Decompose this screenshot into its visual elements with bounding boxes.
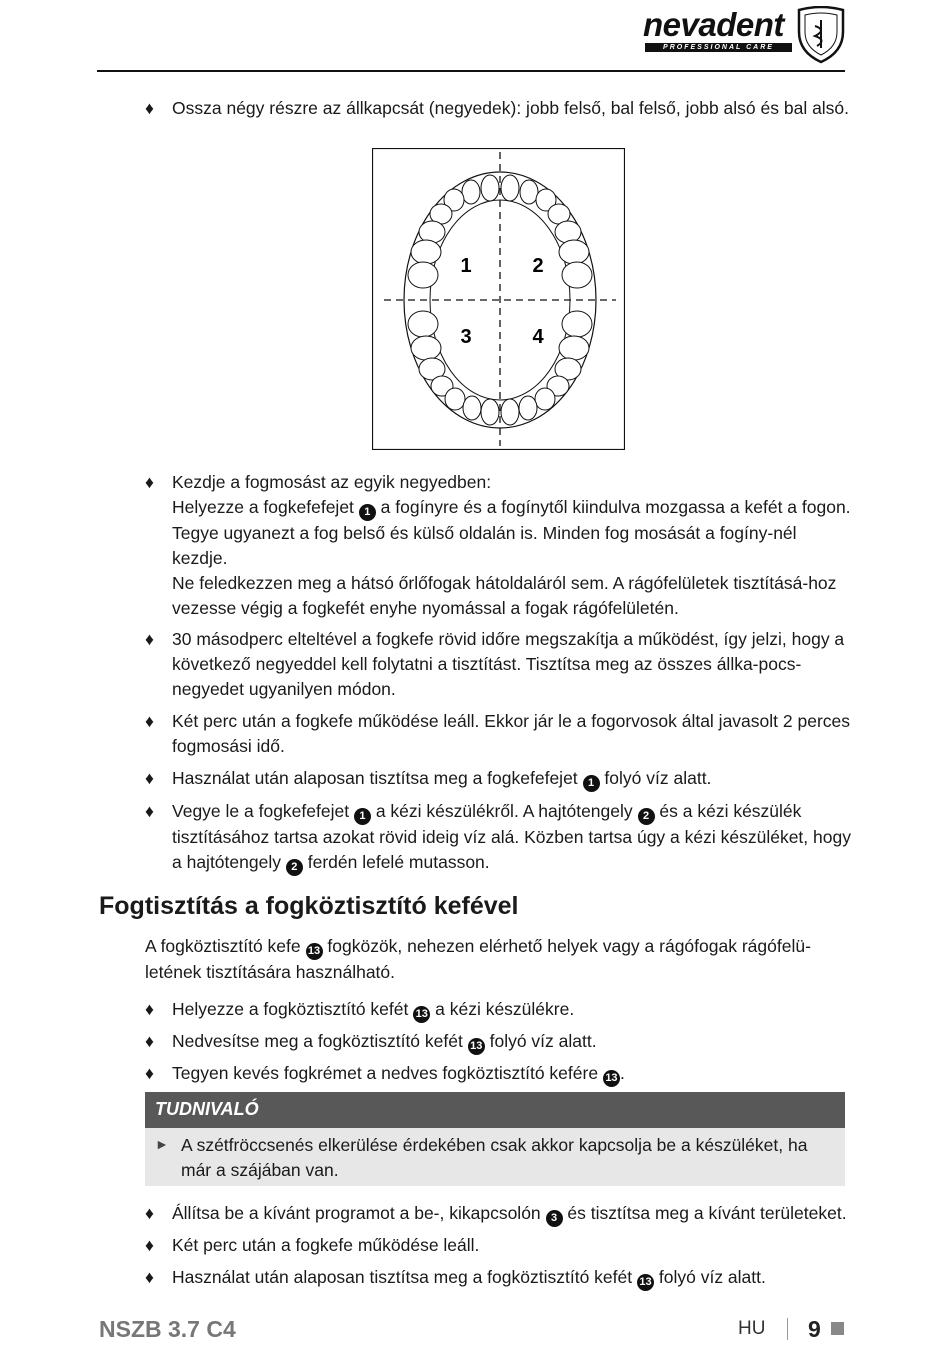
text-span: Helyezze a fogköztisztító kefét	[172, 999, 409, 1019]
list-item	[145, 627, 855, 702]
footer-language: HU	[738, 1318, 766, 1339]
text-line: Kezdje a fogmosást az egyik negyedben:	[172, 472, 492, 492]
text-span: fogközök, nehezen elérhető helyek vagy a rágófogak rágófelü-letének tisztítására használható.	[145, 936, 811, 982]
list-item	[145, 1233, 855, 1258]
text-span: A fogköztisztító kefe	[145, 936, 301, 956]
text-span: a kézi készülékre.	[435, 999, 575, 1019]
list-item-text	[172, 1265, 855, 1291]
shield-logo-icon	[795, 6, 847, 64]
text-span: Állítsa be a kívánt programot a be-, kikapcsolón	[172, 1203, 541, 1223]
text-span: .	[619, 1063, 625, 1083]
list-item	[145, 470, 855, 621]
brand-name: nevadent	[643, 6, 784, 43]
note-title: TUDNIVALÓ	[155, 1099, 259, 1119]
footer-model: NSZB 3.7 C4	[99, 1316, 236, 1342]
text-span: Vegye le a fogkefefejet	[172, 801, 350, 821]
callout-number-icon: 13	[413, 1006, 430, 1023]
footer-separator	[787, 1318, 788, 1340]
text-span: Használat után alaposan tisztítsa meg a fogkefefejet	[172, 768, 578, 788]
text-span: és a kézi készülék tisztításához tartsa azokat rövid ideig víz alá. Közben tartsa úgy a kézi készüléket, hogy a hajtótengely	[172, 801, 851, 872]
list-item	[145, 1265, 855, 1291]
callout-number-icon: 1	[359, 504, 376, 521]
diamond-bullet-icon: ♦	[145, 98, 154, 118]
diamond-bullet-icon: ♦	[145, 1235, 154, 1255]
page-number: 9	[808, 1316, 821, 1342]
brand-logo	[643, 6, 848, 64]
callout-number-icon: 13	[603, 1070, 620, 1087]
text-span: Használat után alaposan tisztítsa meg a fogköztisztító kefét	[172, 1267, 633, 1287]
callout-number-icon: 2	[638, 808, 655, 825]
teeth-quadrant-diagram	[372, 148, 625, 450]
list-item-text	[172, 799, 855, 876]
list-item-text	[172, 1061, 855, 1087]
diamond-bullet-icon: ♦	[145, 472, 154, 492]
list-item	[145, 1029, 855, 1055]
diamond-bullet-icon: ♦	[145, 711, 154, 731]
callout-number-icon: 3	[546, 1210, 563, 1227]
list-item	[145, 96, 855, 121]
list-item	[145, 799, 855, 876]
note-header	[145, 1092, 845, 1128]
quadrant-label: 2	[532, 255, 544, 277]
callout-number-icon: 1	[583, 775, 600, 792]
diamond-bullet-icon: ♦	[145, 1267, 154, 1287]
list-item-text	[172, 1201, 855, 1227]
quadrant-label: 4	[532, 326, 544, 348]
diamond-bullet-icon: ♦	[145, 801, 154, 821]
section-title: Fogtisztítás a fogköztisztító kefével	[99, 892, 519, 920]
text-span: Helyezze a fogkefefejet	[172, 497, 354, 517]
callout-number-icon: 13	[637, 1274, 654, 1291]
brand-subtitle: PROFESSIONAL CARE	[645, 43, 792, 52]
list-item	[145, 997, 855, 1023]
text-span: a fogínyre és a fogínytől kiindulva mozgassa a kefét a fogon. Tegye ugyanezt a fog belső és külső oldalán is. Minden fog mosását a fogíny-nél kezdje.	[172, 497, 851, 568]
list-item	[145, 709, 855, 759]
note-body	[145, 1128, 845, 1186]
callout-number-icon: 13	[306, 943, 323, 960]
section-intro	[145, 934, 855, 985]
note-text: A szétfröccsenés elkerülése érdekében csak akkor kapcsolja be a készüléket, ha már a szájában van.	[181, 1135, 808, 1180]
list-item-text: Két perc után a fogkefe működése leáll.	[172, 1235, 480, 1255]
text-span: Tegyen kevés fogkrémet a nedves fogköztisztító kefére	[172, 1063, 599, 1083]
diamond-bullet-icon: ♦	[145, 1203, 154, 1223]
quadrant-label: 1	[460, 255, 472, 277]
text-span: folyó víz alatt.	[658, 1267, 766, 1287]
text-span: folyó víz alatt.	[489, 1031, 597, 1051]
diamond-bullet-icon: ♦	[145, 629, 154, 649]
list-item-text: Ossza négy részre az állkapcsát (negyedek): jobb felső, bal felső, jobb alsó és bal alsó.	[172, 98, 850, 118]
quadrant-label: 3	[460, 326, 472, 348]
list-item-text	[172, 1029, 855, 1055]
diamond-bullet-icon: ♦	[145, 999, 154, 1019]
list-item-text	[172, 766, 855, 792]
list-item-text	[172, 470, 855, 621]
callout-number-icon: 13	[468, 1038, 485, 1055]
list-item-text	[172, 997, 855, 1023]
list-item	[145, 1201, 855, 1227]
list-item-text: 30 másodperc elteltével a fogkefe rövid időre megszakítja a működést, így jelzi, hogy a következő negyeddel kell folytatni a tisztítást. Tisztítsa meg az összes állka-pocs-negyedet ugyanilyen módon.	[172, 629, 845, 699]
list-item	[145, 1061, 855, 1087]
text-span: és tisztítsa meg a kívánt területeket.	[567, 1203, 847, 1223]
callout-number-icon: 1	[354, 808, 371, 825]
text-span: folyó víz alatt.	[604, 768, 712, 788]
diamond-bullet-icon: ♦	[145, 768, 154, 788]
diamond-bullet-icon: ♦	[145, 1063, 154, 1083]
list-item-text: Két perc után a fogkefe működése leáll. Ekkor jár le a fogorvosok által javasolt 2 perces fogmosási idő.	[172, 711, 851, 756]
diamond-bullet-icon: ♦	[145, 1031, 154, 1051]
header-rule	[97, 70, 845, 72]
text-span: ferdén lefelé mutasson.	[307, 852, 490, 872]
callout-number-icon: 2	[286, 859, 303, 876]
arrow-right-icon: ►	[155, 1136, 169, 1152]
list-item	[145, 766, 855, 792]
square-marker-icon	[831, 1322, 844, 1335]
text-span: a kézi készülékről. A hajtótengely	[375, 801, 633, 821]
text-span: Ne feledkezzen meg a hátsó őrlőfogak hátoldaláról sem. A rágófelületek tisztításá-hoz vezesse végig a fogkefét enyhe nyomással a fogak rágófelületén.	[172, 573, 837, 618]
text-span: Nedvesítse meg a fogköztisztító kefét	[172, 1031, 463, 1051]
